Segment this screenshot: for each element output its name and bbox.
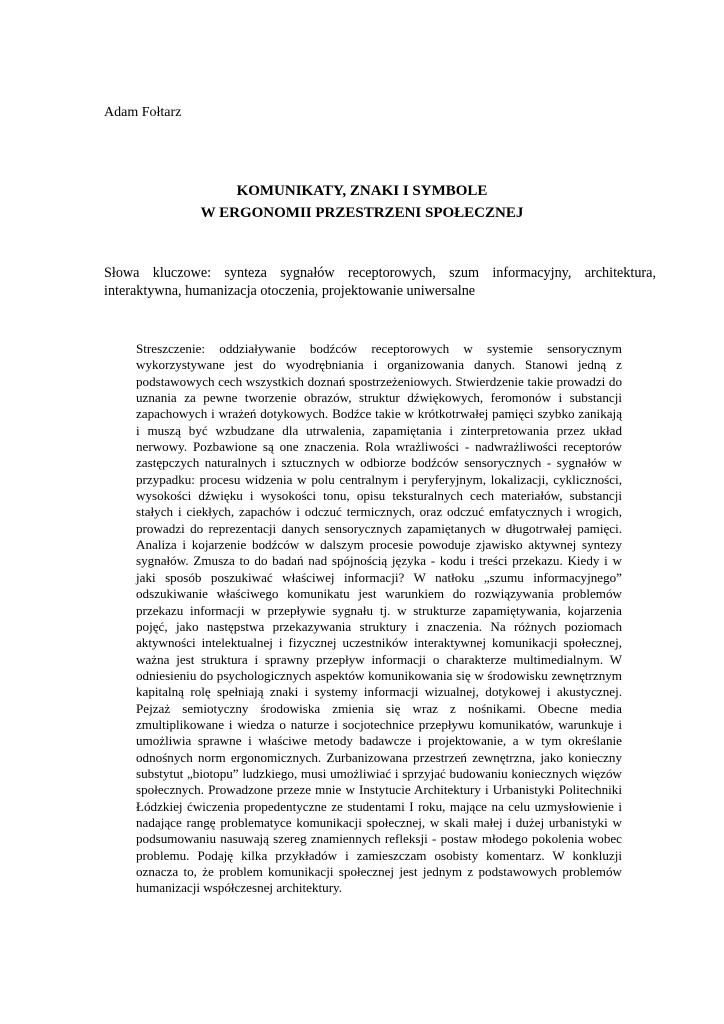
abstract-paragraph: Streszczenie: oddziaływanie bodźców receptorowych w systemie sensorycznym wykorzystywane jest do wyodrębniania i organizowania danych. Stanowi jedną z podstawowych cech wszystkich doznań spostrzeżeniowych. Stwierdzenie takie prowadzi do uznania za pewne tworzenie obrazów, struktur dźwiękowych, feromonów i substancji zapachowych i wrażeń dotykowych. Bodźce takie w krótkotrwałej pamięci szybko zanikają i muszą być wzbudzane dla utrwalenia, zapamiętania i zinterpretowania przez układ nerwowy. Pozbawione są one znaczenia. Rola wrażliwości - nadwrażliwości receptorów zastępczych naturalnych i sztucznych w odbiorze bodźców sensorycznych - sygnałów w przypadku: procesu widzenia w polu centralnym i peryferyjnym, lokalizacji, cykliczności, wysokości dźwięku i wysokości tonu, opisu teksturalnych cech materiałów, substancji stałych i ciekłych, zapachów i odczuć termicznych, oraz odczuć emfatycznych i wrogich, prowadzi do reprezentacji danych sensorycznych zapamiętanych w długotrwałej pamięci. Analiza i kojarzenie bodźców w dalszym procesie powoduje zjawisko aktywnej syntezy sygnałów. Zmusza to do badań nad spójnością języka - kodu i treści przekazu. Kiedy i w jaki sposób poszukiwać właściwej informacji? W natłoku „szumu informacyjnego” odszukiwanie właściwego komunikatu jest warunkiem do rozwiązywania problemów przekazu informacji w przepływie sygnału tj. w strukturze zapamiętywania, kojarzenia pojęć, jako następstwa przekazywania struktury i znaczenia. Na różnych poziomach aktywności intelektualnej i fizycznej uczestników interaktywnej komunikacji społecznej, ważna jest struktura i sprawny przepływ informacji o charakterze multimedialnym. W odniesieniu do psychologicznych aspektów komunikowania się w środowisku zewnętrznym kapitalną rolę spełniają znaki i systemy informacji wizualnej, dotykowej i akustycznej. Pejzaż semiotyczny środowiska zmienia się wraz z nośnikami. Obecne media zmultiplikowane i wiedza o naturze i socjotechnice przepływu komunikatów, warunkuje i umożliwia sprawne i właściwe metody badawcze i projektowanie, a w tym określanie odnośnych norm ergonomicznych. Zurbanizowana przestrzeń zewnętrzna, jako konieczny substytut „biotopu” ludzkiego, musi umożliwiać i sprzyjać budowaniu koniecznych więzów społecznych. Prowadzone przeze mnie w Instytucie Architektury i Urbanistyki Politechniki Łódzkiej ćwiczenia propedentyczne ze studentami I roku, mające na celu uzmysłowienie i nadające rangę problematyce komunikacji społecznej, w skali małej i dużej urbanistyki w podsumowaniu nasuwają szereg znamiennych refleksji - postaw młodego pokolenia wobec problemu. Podaję kilka przykładów i zamieszczam osobisty komentarz. W konkluzji oznacza to, że problem komunikacji społecznej jest jednym z podstawowych problemów humanizacji współczesnej architektury.: [136, 341, 622, 896]
title-line-2: W ERGONOMII PRZESTRZENI SPOŁECZNEJ: [200, 205, 524, 221]
title-line-1: KOMUNIKATY, ZNAKI I SYMBOLE: [236, 183, 488, 199]
paper-title: [0, 180, 724, 224]
keywords-paragraph: Słowa kluczowe: synteza sygnałów receptorowych, szum informacyjny, architektura, interaktywna, humanizacja otoczenia, projektowanie uniwersalne: [104, 265, 656, 299]
author-name: Adam Fołtarz: [104, 105, 182, 120]
